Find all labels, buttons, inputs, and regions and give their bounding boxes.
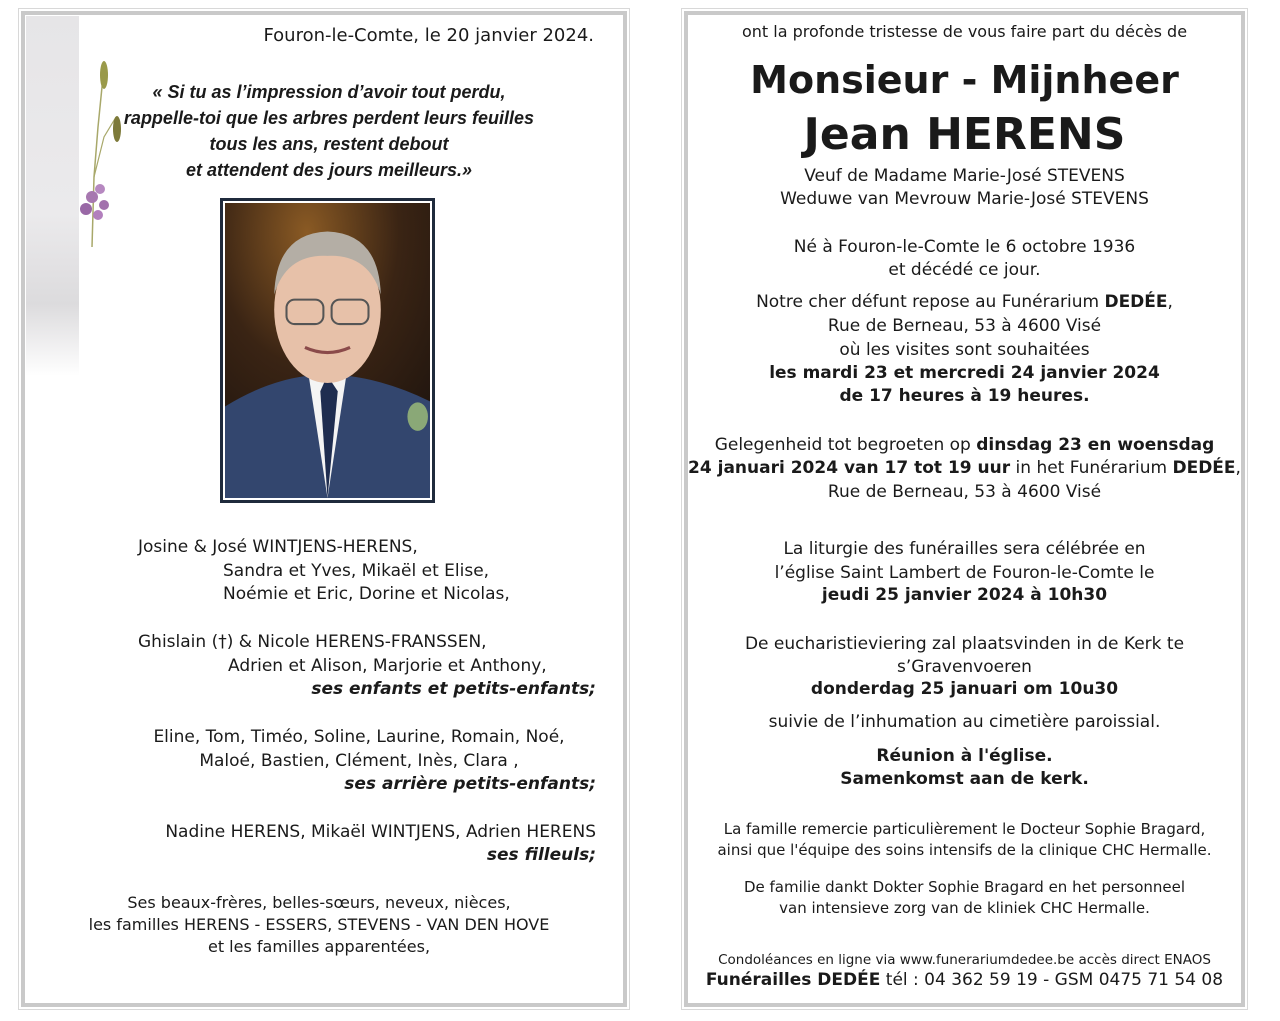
thanks-nl-1: De familie dankt Dokter Sophie Bragard en het personneel <box>743 878 1186 896</box>
family-line: Maloé, Bastien, Clément, Inès, Clara , <box>199 750 519 771</box>
quote-line: et attendent des jours meilleurs.» <box>185 160 473 180</box>
nl-mass-line-2: s’Gravenvoeren <box>897 657 1032 677</box>
family-group-5 <box>79 892 559 958</box>
visit-hours: de 17 heures à 19 heures. <box>839 386 1090 406</box>
contact-line <box>682 970 1247 990</box>
nl-visit-text: in het Funérarium <box>1010 458 1173 478</box>
family-label-godchildren: ses filleuls; <box>486 845 596 865</box>
thanks-nl-2: van intensieve zorg van de kliniek CHC Hermalle. <box>779 899 1150 917</box>
nl-visit-punct: , <box>1235 458 1241 478</box>
date-line: Fouron-le-Comte, le 20 janvier 2024. <box>263 25 594 46</box>
left-page <box>18 8 630 1010</box>
family-label-great-grandchildren: ses arrière petits-enfants; <box>344 774 596 794</box>
family-line: les familles HERENS - ESSERS, STEVENS - VAN DEN HOVE <box>88 915 550 934</box>
quote <box>79 79 579 183</box>
title-line: Monsieur - Mijnheer <box>750 58 1179 102</box>
quote-line: « Si tu as l’impression d’avoir tout perdu, <box>152 82 506 102</box>
nl-visit-line-1 <box>682 435 1247 455</box>
funeral-home-name: DEDÉE <box>1172 458 1236 478</box>
meeting-nl: Samenkomst aan de kerk. <box>840 769 1089 789</box>
nl-visit-text: Gelegenheid tot begroeten op <box>714 435 977 455</box>
nl-visit-line-2 <box>682 458 1247 478</box>
family-group-2 <box>138 631 547 678</box>
family-line: Adrien et Alison, Marjorie et Anthony, <box>228 655 547 676</box>
thanks-fr-1: La famille remercie particulièrement le Docteur Sophie Bragard, <box>723 820 1206 838</box>
deceased-portrait <box>220 198 435 503</box>
family-line: Noémie et Eric, Dorine et Nicolas, <box>223 584 510 604</box>
thanks-fr-2: ainsi que l'équipe des soins intensifs de la clinique CHC Hermalle. <box>717 841 1212 859</box>
death-line: et décédé ce jour. <box>888 260 1041 280</box>
repose-line <box>682 292 1247 312</box>
funeral-home-name: DEDÉE <box>1104 292 1168 312</box>
family-group-1 <box>138 536 510 607</box>
right-page <box>681 8 1248 1010</box>
quote-line: tous les ans, restent debout <box>209 134 449 154</box>
family-label-children: ses enfants et petits-enfants; <box>311 679 596 699</box>
family-line: Ghislain (†) & Nicole HERENS-FRANSSEN, <box>138 632 487 652</box>
nl-visit-days: dinsdag 23 en woensdag <box>976 435 1215 455</box>
visit-days: les mardi 23 et mercredi 24 janvier 2024 <box>769 363 1160 383</box>
nl-mass-date: donderdag 25 januari om 10u30 <box>810 679 1119 699</box>
visits-line: où les visites sont souhaitées <box>839 340 1090 360</box>
nl-visit-hours: 24 januari 2024 van 17 tot 19 uur <box>688 458 1011 478</box>
deceased-name: Jean HERENS <box>803 109 1126 160</box>
funeral-home-label: Funérailles DEDÉE <box>705 970 881 990</box>
nl-mass-line-1: De eucharistieviering zal plaatsvinden in de Kerk te <box>744 634 1185 654</box>
birth-line: Né à Fouron-le-Comte le 6 octobre 1936 <box>793 237 1136 257</box>
meeting-fr: Réunion à l'église. <box>876 746 1053 766</box>
widow-nl: Weduwe van Mevrouw Marie-José STEVENS <box>780 189 1149 209</box>
condolences-line: Condoléances en ligne via www.funerariumdedee.be accès direct ENAOS <box>718 952 1211 968</box>
family-line: et les familles apparentées, <box>207 937 431 956</box>
intro-text: ont la profonde tristesse de vous faire part du décès de <box>741 22 1188 41</box>
liturgy-line-1: La liturgie des funérailles sera célébrée en <box>783 539 1146 559</box>
repose-text: Notre cher défunt repose au Funérarium <box>756 292 1105 312</box>
address-line: Rue de Berneau, 53 à 4600 Visé <box>827 316 1102 336</box>
nl-address-line: Rue de Berneau, 53 à 4600 Visé <box>827 482 1102 502</box>
family-godchildren: Nadine HERENS, Mikaël WINTJENS, Adrien HERENS <box>165 822 596 842</box>
repose-punct: , <box>1167 292 1173 312</box>
contact-phones: tél : 04 362 59 19 - GSM 0475 71 54 08 <box>880 970 1224 990</box>
quote-line: rappelle-toi que les arbres perdent leurs feuilles <box>123 108 535 128</box>
family-line: Sandra et Yves, Mikaël et Elise, <box>223 560 490 581</box>
family-line: Eline, Tom, Timéo, Soline, Laurine, Romain, Noé, <box>153 727 565 747</box>
burial-line: suivie de l’inhumation au cimetière paroissial. <box>768 712 1161 732</box>
widow-fr: Veuf de Madame Marie-José STEVENS <box>804 166 1125 186</box>
family-line: Ses beaux-frères, belles-sœurs, neveux, nièces, <box>127 893 511 912</box>
liturgy-line-2: l’église Saint Lambert de Fouron-le-Comte le <box>774 563 1155 583</box>
family-group-3 <box>119 726 599 773</box>
liturgy-date: jeudi 25 janvier 2024 à 10h30 <box>821 585 1108 605</box>
family-line: Josine & José WINTJENS-HERENS, <box>138 537 418 557</box>
